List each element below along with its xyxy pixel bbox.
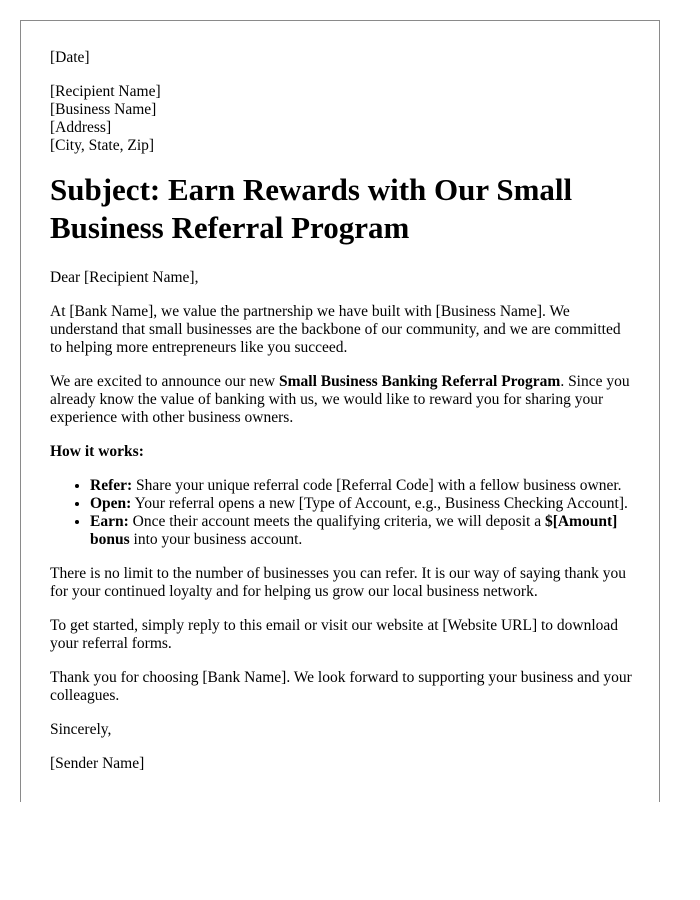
- paragraph-get-started: To get started, simply reply to this email or visit our website at [Website URL] to download your referral forms.: [50, 617, 619, 652]
- closing: Sincerely,: [50, 721, 112, 738]
- letter-date: [Date]: [50, 49, 90, 66]
- paragraph-intro: At [Bank Name], we value the partnership we have built with [Business Name]. We understand that small businesses are the backbone of our community, and we are committed to helping more entrepreneurs like you succeed.: [50, 303, 621, 356]
- recipient-address-block: [50, 83, 632, 155]
- step-label: Open:: [90, 495, 132, 512]
- recipient-address: [Address]: [50, 119, 112, 136]
- paragraph-thank-you: Thank you for choosing [Bank Name]. We look forward to supporting your business and your colleagues.: [50, 669, 632, 704]
- steps-list: [50, 477, 632, 549]
- step-open: [90, 495, 632, 513]
- step-earn: [90, 513, 632, 549]
- salutation: Dear [Recipient Name],: [50, 269, 199, 286]
- step-text-after: into your business account.: [129, 531, 303, 548]
- how-it-works-heading: How it works:: [50, 443, 144, 460]
- paragraph-announcement: [50, 373, 632, 427]
- step-label: Earn:: [90, 513, 129, 530]
- letter-content: [50, 49, 632, 789]
- step-refer: [90, 477, 632, 495]
- bonus-amount: $[Amount] bonus: [90, 513, 618, 548]
- recipient-business: [Business Name]: [50, 101, 157, 118]
- paragraph-no-limit: There is no limit to the number of businesses you can refer. It is our way of saying thank you for your continued loyalty and for helping us grow our local business network.: [50, 565, 626, 600]
- announcement-text-after: . Since you already know the value of banking with us, we would like to reward you for sharing your experience with other business owners.: [50, 373, 630, 426]
- step-text: Your referral opens a new [Type of Account, e.g., Business Checking Account].: [131, 495, 628, 512]
- letter-page: [20, 20, 660, 802]
- step-text: Share your unique referral code [Referral Code] with a fellow business owner.: [132, 477, 622, 494]
- recipient-name: [Recipient Name]: [50, 83, 161, 100]
- recipient-city-state-zip: [City, State, Zip]: [50, 137, 155, 154]
- step-label: Refer:: [90, 477, 133, 494]
- step-text: Once their account meets the qualifying criteria, we will deposit a: [128, 513, 545, 530]
- program-name: Small Business Banking Referral Program: [279, 373, 561, 390]
- announcement-text-before: We are excited to announce our new: [50, 373, 279, 390]
- sender-name: [Sender Name]: [50, 755, 145, 772]
- letter-subject: Subject: Earn Rewards with Our Small Business Referral Program: [50, 172, 573, 245]
